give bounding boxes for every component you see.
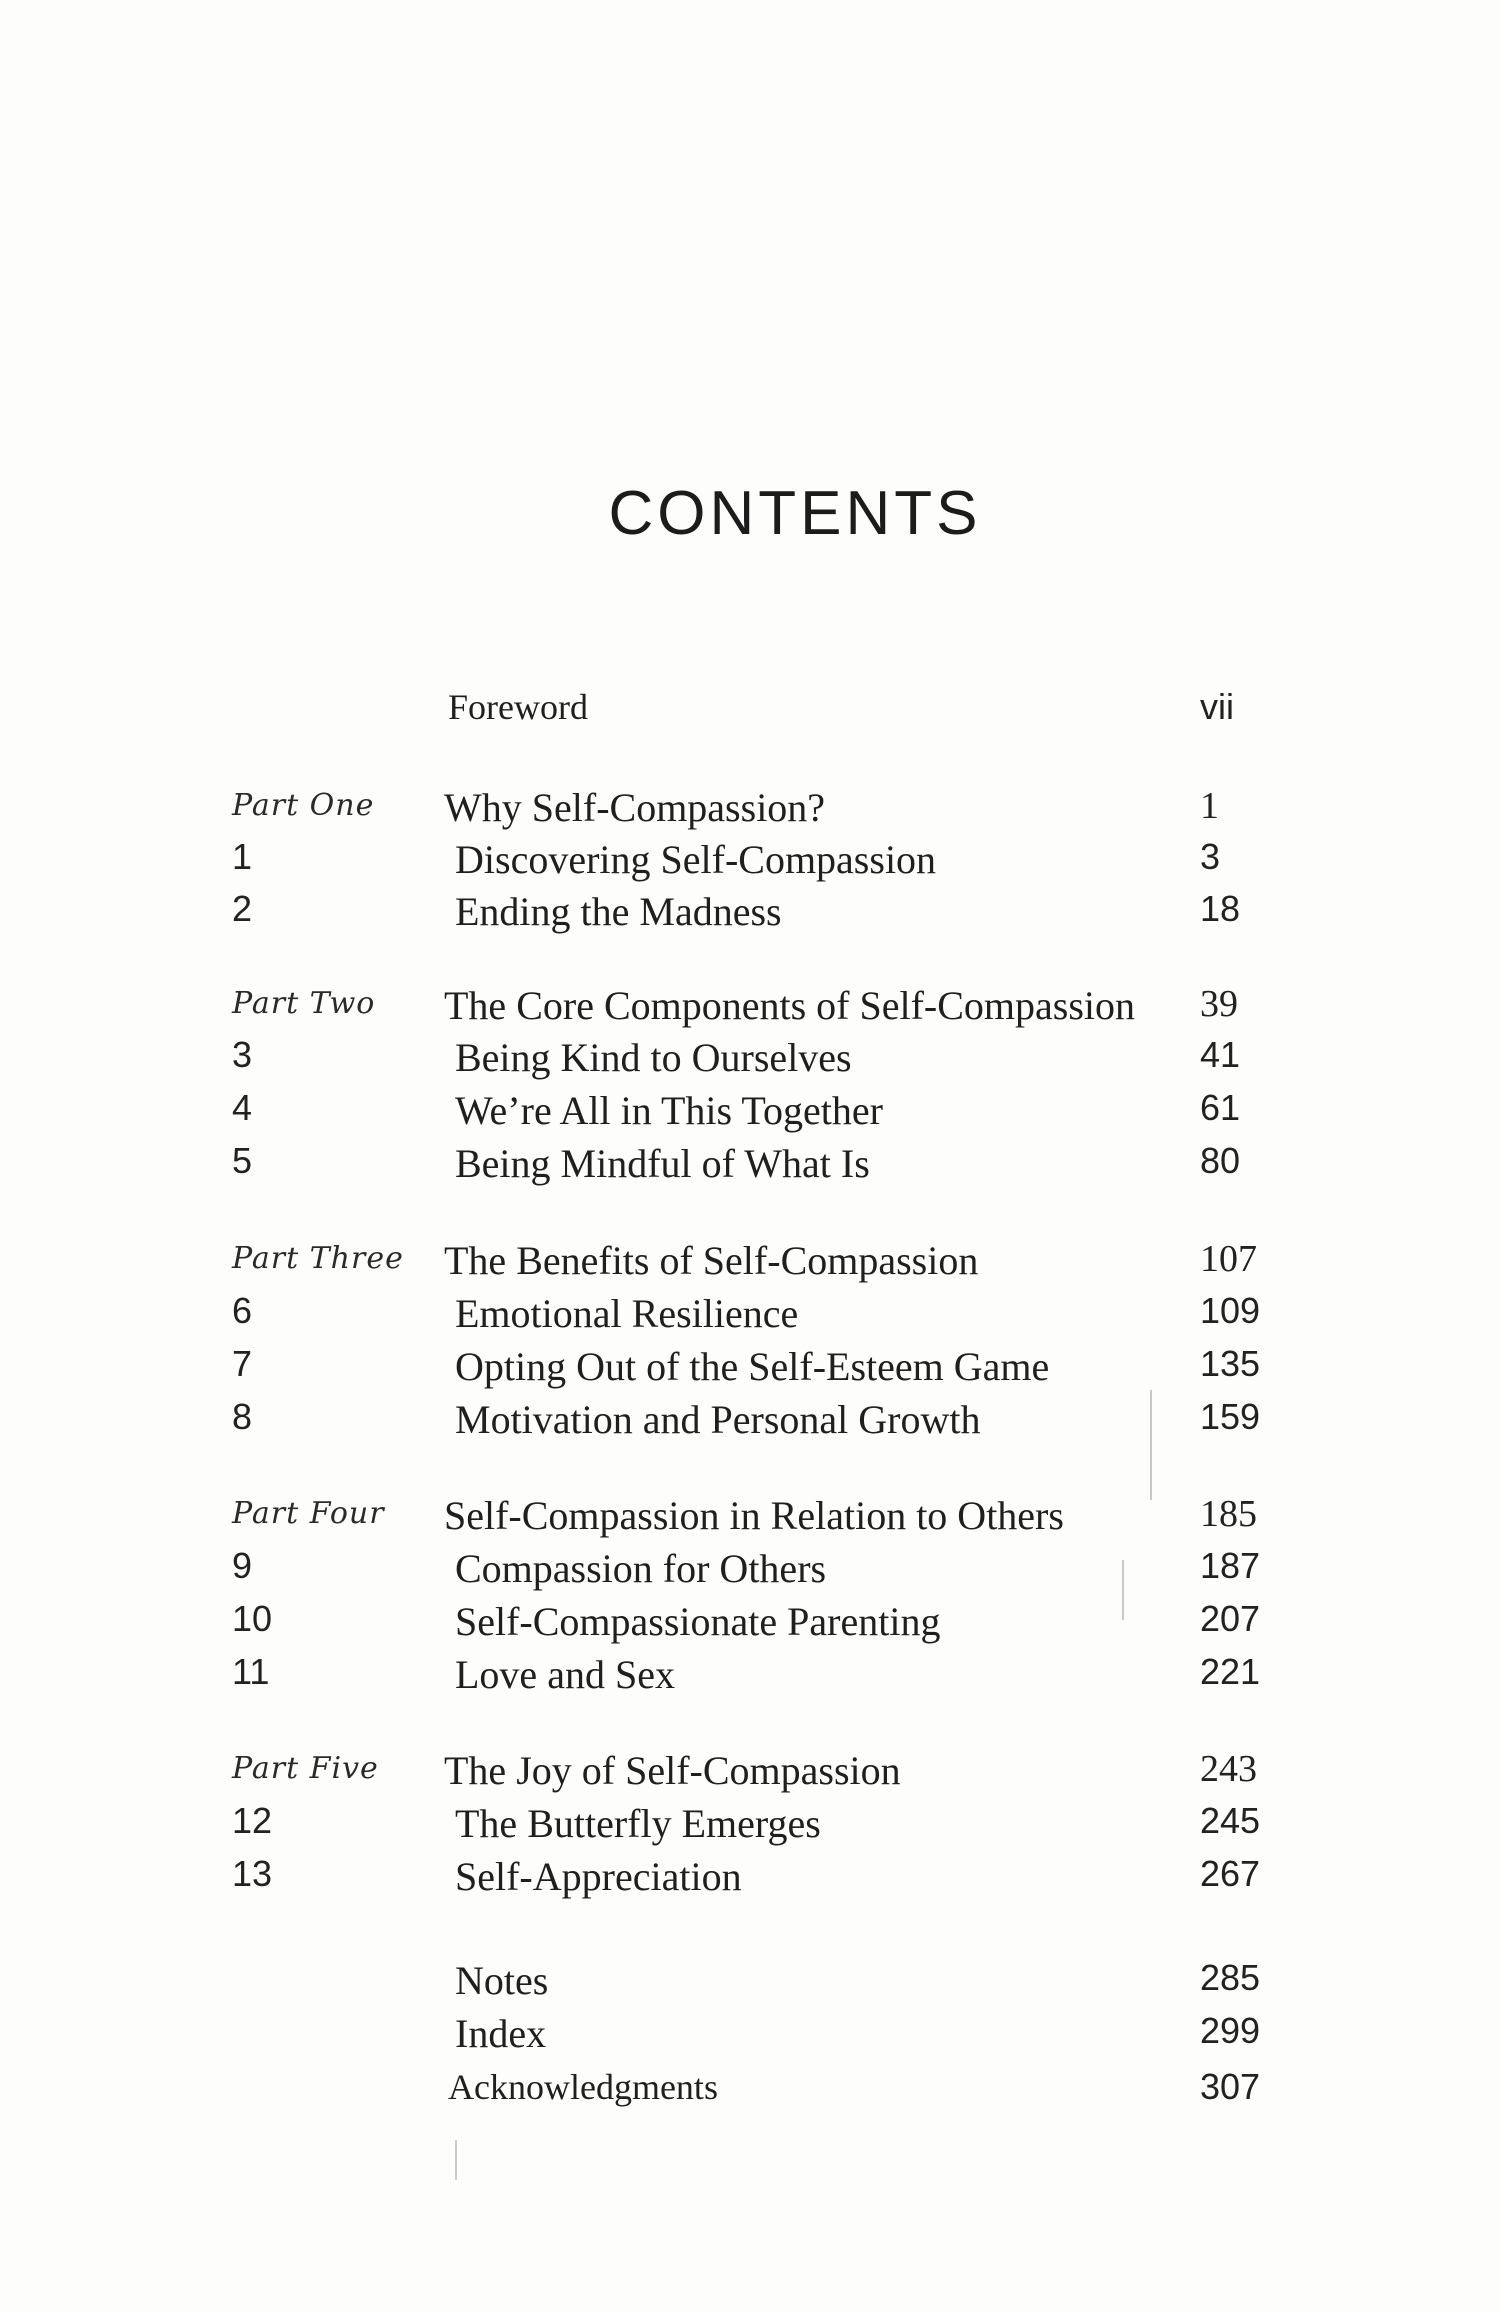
- chapter-page: 245: [1200, 1800, 1261, 1841]
- index-page: 299: [1200, 2010, 1261, 2051]
- chapter-page: 61: [1200, 1087, 1241, 1128]
- toc-row-chapter[interactable]: [0, 888, 1500, 948]
- acknowledgments-page: 307: [1200, 2066, 1261, 2107]
- part-five-label: Part Five: [232, 1751, 379, 1786]
- chapter-page: 159: [1200, 1396, 1261, 1437]
- part-three-label: Part Three: [232, 1241, 404, 1276]
- toc-row-chapter[interactable]: [0, 1651, 1500, 1711]
- chapter-page: 109: [1200, 1290, 1261, 1331]
- toc-row-part-four[interactable]: [0, 1492, 1500, 1552]
- toc-row-chapter[interactable]: [0, 1087, 1500, 1147]
- chapter-title: Opting Out of the Self-Esteem Game: [455, 1344, 1050, 1389]
- chapter-title: Self-Appreciation: [455, 1854, 742, 1899]
- toc-row-foreword[interactable]: [0, 686, 1500, 746]
- toc-row-part-five[interactable]: [0, 1747, 1500, 1807]
- part-two-page: 39: [1200, 983, 1238, 1025]
- toc-row-part-one[interactable]: [0, 784, 1500, 844]
- notes-title: Notes: [455, 1958, 549, 2003]
- part-two-label: Part Two: [232, 986, 376, 1021]
- chapter-number: 10: [232, 1598, 273, 1639]
- chapter-number: 4: [232, 1087, 253, 1128]
- foreword-page: vii: [1200, 686, 1234, 727]
- toc-row-chapter[interactable]: [0, 1545, 1500, 1605]
- chapter-number: 3: [232, 1034, 253, 1075]
- chapter-number: 7: [232, 1343, 253, 1384]
- chapter-number: 6: [232, 1290, 253, 1331]
- chapter-page: 221: [1200, 1651, 1261, 1692]
- chapter-title: Discovering Self-Compassion: [455, 837, 937, 882]
- chapter-number: 13: [232, 1853, 273, 1894]
- foreword-title: Foreword: [448, 687, 588, 727]
- toc-row-chapter[interactable]: [0, 836, 1500, 896]
- chapter-title: Emotional Resilience: [455, 1291, 799, 1336]
- chapter-title: Ending the Madness: [455, 889, 782, 934]
- toc-row-chapter[interactable]: [0, 1034, 1500, 1094]
- chapter-number: 1: [232, 836, 253, 877]
- chapter-page: 18: [1200, 888, 1241, 929]
- chapter-number: 2: [232, 888, 253, 929]
- part-four-title: Self-Compassion in Relation to Others: [444, 1493, 1064, 1538]
- page-title: CONTENTS: [608, 479, 982, 548]
- part-three-page: 107: [1200, 1238, 1257, 1280]
- chapter-page: 3: [1200, 836, 1221, 877]
- chapter-page: 41: [1200, 1034, 1241, 1075]
- chapter-page: 135: [1200, 1343, 1261, 1384]
- part-one-label: Part One: [232, 788, 375, 823]
- scan-mark: [455, 2140, 457, 2180]
- chapter-title: Being Kind to Ourselves: [455, 1035, 852, 1080]
- chapter-page: 207: [1200, 1598, 1261, 1639]
- chapter-title: Love and Sex: [455, 1652, 675, 1697]
- scan-mark: [1122, 1560, 1124, 1620]
- toc-row-chapter[interactable]: [0, 1598, 1500, 1658]
- part-one-title: Why Self-Compassion?: [444, 785, 826, 830]
- chapter-number: 8: [232, 1396, 253, 1437]
- part-five-page: 243: [1200, 1748, 1257, 1790]
- part-two-title: The Core Components of Self-Compassion: [444, 983, 1136, 1028]
- part-four-page: 185: [1200, 1493, 1257, 1535]
- part-four-label: Part Four: [232, 1496, 385, 1531]
- chapter-title: Motivation and Personal Growth: [455, 1397, 981, 1442]
- chapter-title: Being Mindful of What Is: [455, 1141, 870, 1186]
- toc-row-chapter[interactable]: [0, 1853, 1500, 1913]
- chapter-page: 187: [1200, 1545, 1261, 1586]
- chapter-number: 5: [232, 1140, 253, 1181]
- toc-row-chapter[interactable]: [0, 1343, 1500, 1403]
- toc-row-chapter[interactable]: [0, 1140, 1500, 1200]
- toc-row-chapter[interactable]: [0, 1396, 1500, 1456]
- chapter-page: 80: [1200, 1140, 1241, 1181]
- chapter-title: Self-Compassionate Parenting: [455, 1599, 941, 1644]
- toc-row-part-two[interactable]: [0, 982, 1500, 1042]
- chapter-title: We’re All in This Together: [455, 1088, 883, 1133]
- toc-row-acknowledgments[interactable]: [0, 2066, 1500, 2126]
- part-one-page: 1: [1200, 785, 1219, 827]
- chapter-number: 12: [232, 1800, 273, 1841]
- toc-row-part-three[interactable]: [0, 1237, 1500, 1297]
- chapter-title: The Butterfly Emerges: [455, 1801, 821, 1846]
- scan-mark: [1150, 1390, 1152, 1500]
- part-five-title: The Joy of Self-Compassion: [444, 1748, 901, 1793]
- toc-row-chapter[interactable]: [0, 1800, 1500, 1860]
- part-three-title: The Benefits of Self-Compassion: [444, 1238, 979, 1283]
- chapter-page: 267: [1200, 1853, 1261, 1894]
- notes-page: 285: [1200, 1957, 1261, 1998]
- chapter-number: 9: [232, 1545, 253, 1586]
- chapter-number: 11: [232, 1651, 270, 1692]
- index-title: Index: [455, 2011, 547, 2056]
- acknowledgments-title: Acknowledgments: [448, 2067, 718, 2107]
- toc-row-index[interactable]: [0, 2010, 1500, 2070]
- chapter-title: Compassion for Others: [455, 1546, 827, 1591]
- toc-row-chapter[interactable]: [0, 1290, 1500, 1350]
- toc-row-notes[interactable]: [0, 1957, 1500, 2017]
